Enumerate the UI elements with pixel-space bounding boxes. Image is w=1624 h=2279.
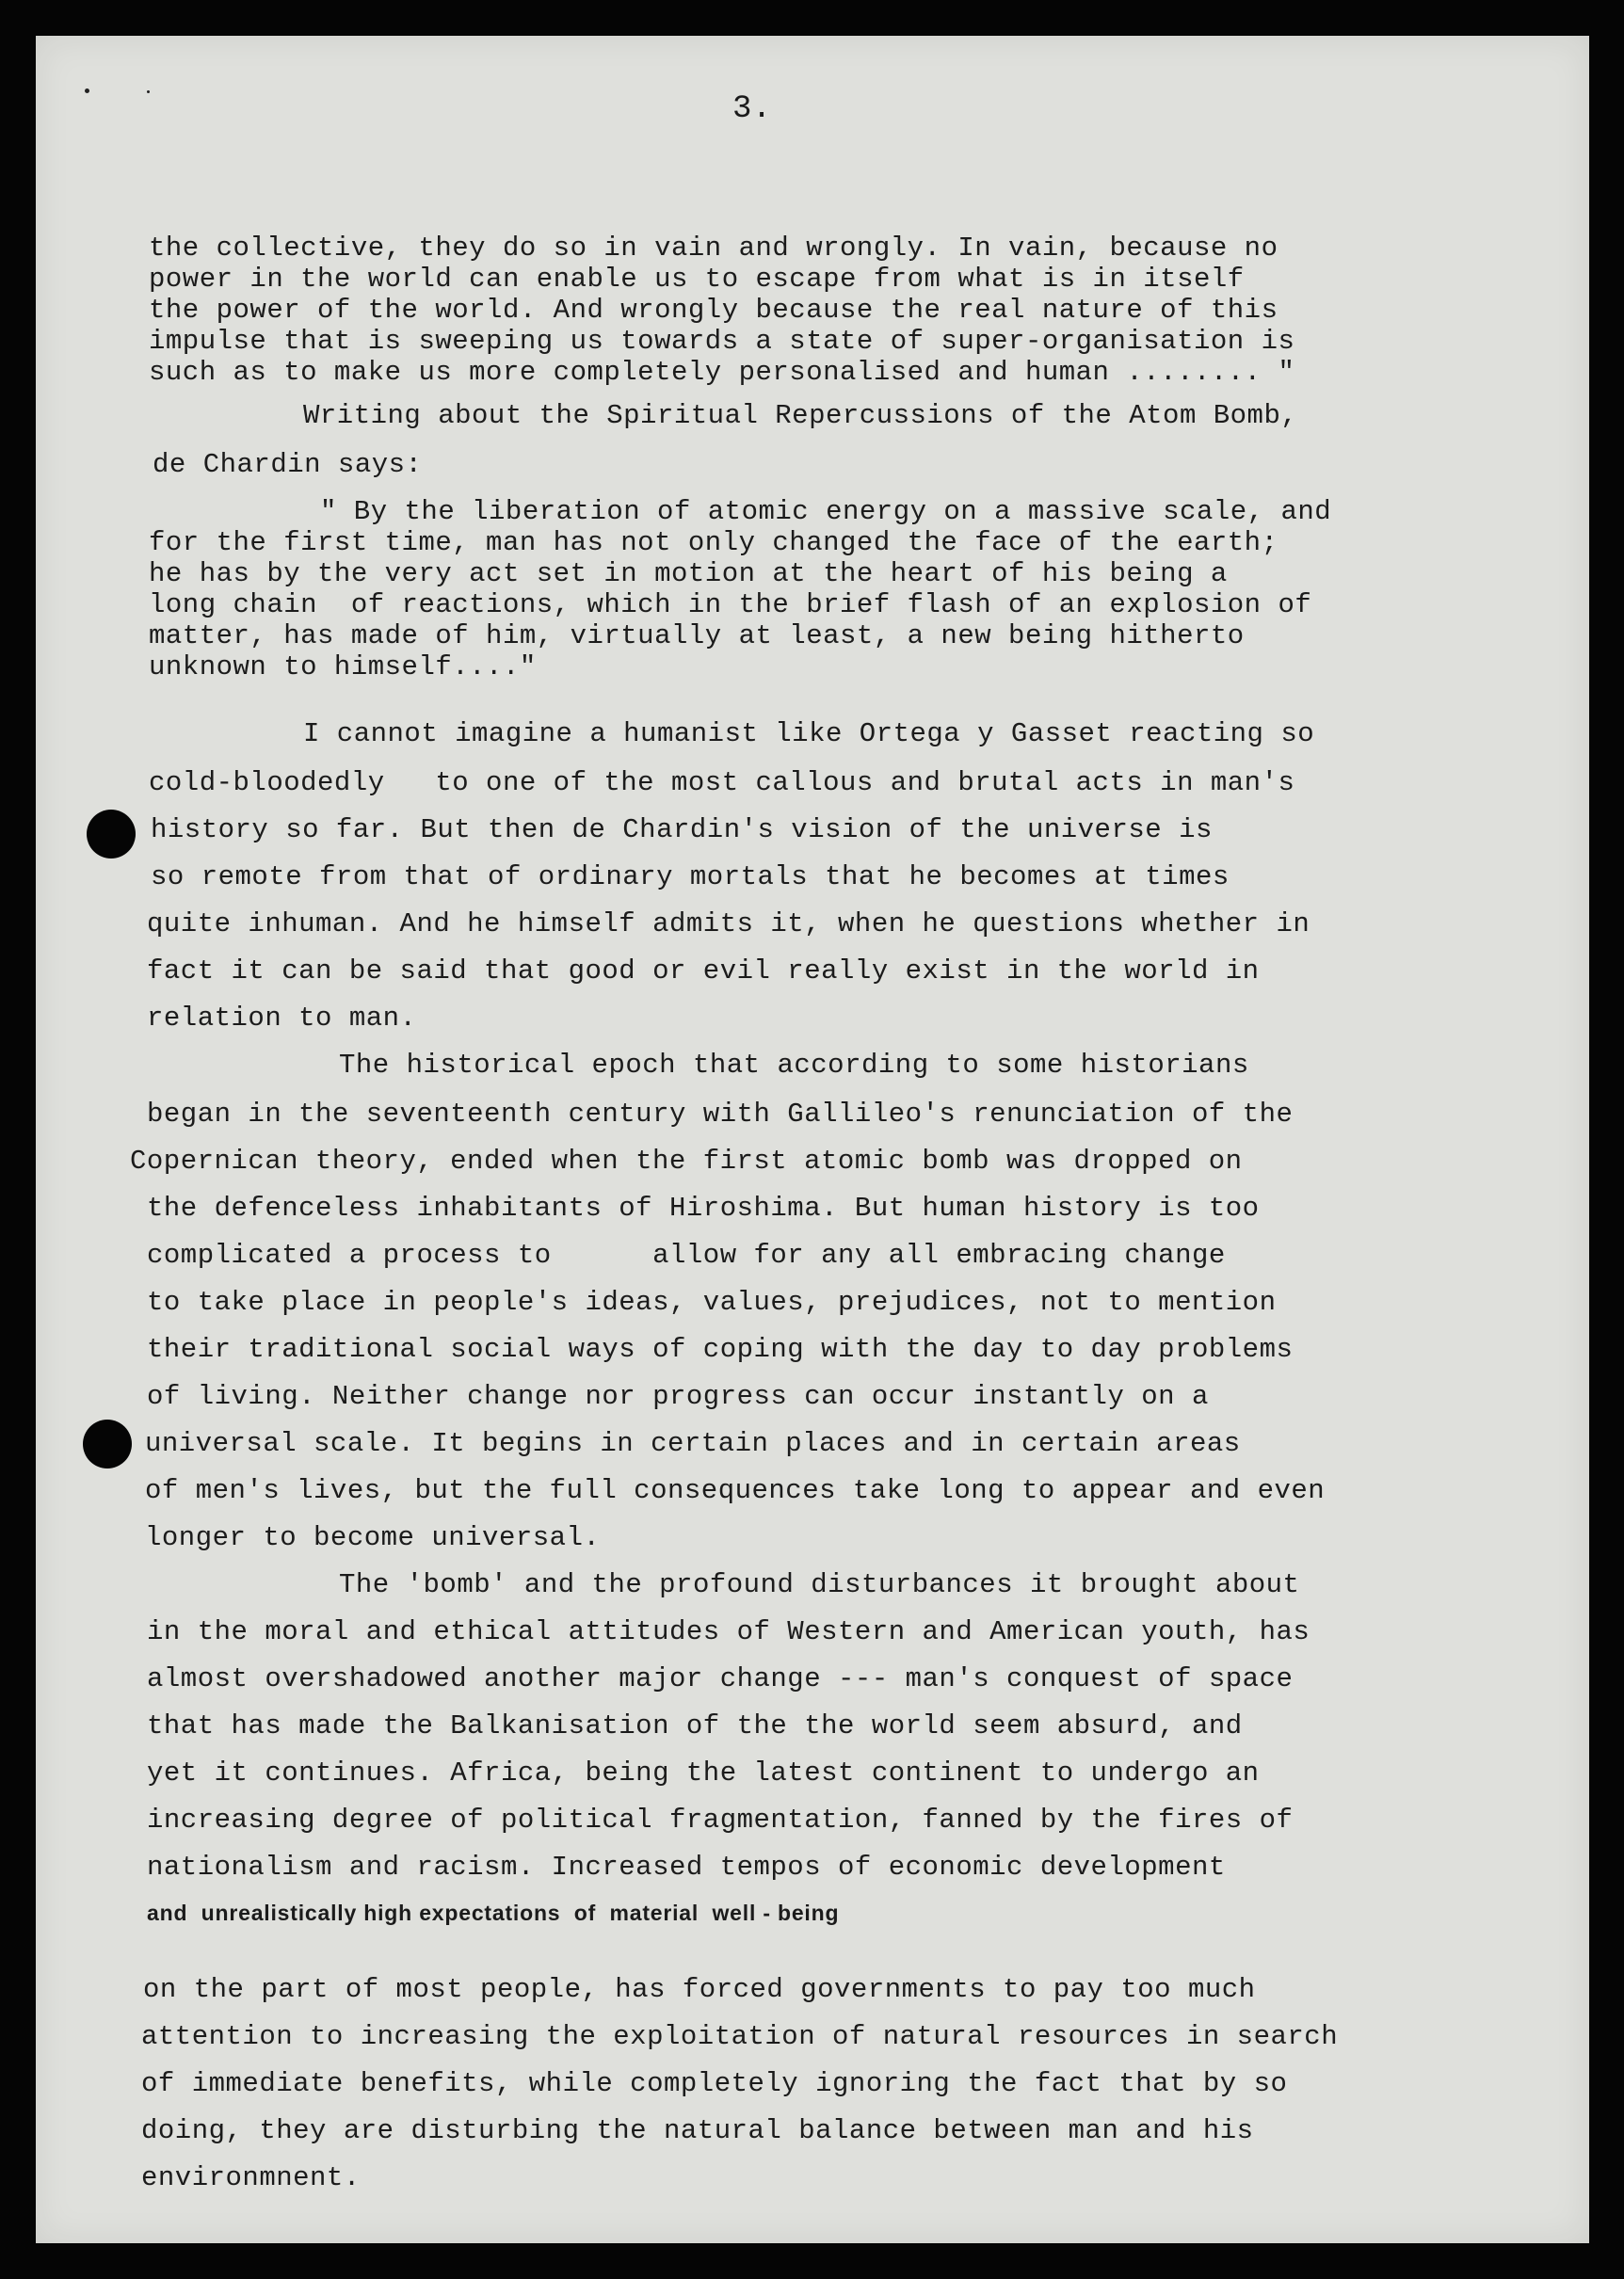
text-line: quite inhuman. And he himself admits it, when he questions whether in xyxy=(147,908,1310,939)
typewritten-page xyxy=(36,36,1589,2243)
text-line: so remote from that of ordinary mortals that he becomes at times xyxy=(151,861,1230,892)
text-line: relation to man. xyxy=(147,1003,417,1034)
text-line: to take place in people's ideas, values, prejudices, not to mention xyxy=(147,1287,1277,1318)
text-line: Writing about the Spiritual Repercussions of the Atom Bomb, xyxy=(303,400,1298,431)
text-line: on the part of most people, has forced governments to pay too much xyxy=(143,1974,1256,2005)
quote-line: unknown to himself...." xyxy=(149,651,537,682)
page-number: 3. xyxy=(732,91,772,127)
text-line: universal scale. It begins in certain places and in certain areas xyxy=(145,1428,1241,1459)
text-line: the collective, they do so in vain and wrongly. In vain, because no xyxy=(149,233,1278,264)
quote-line: long chain of reactions, which in the brief flash of an explosion of xyxy=(149,589,1312,620)
text-line: doing, they are disturbing the natural balance between man and his xyxy=(141,2115,1254,2146)
quote-line: he has by the very act set in motion at the heart of his being a xyxy=(149,558,1228,589)
text-line: increasing degree of political fragmentation, fanned by the fires of xyxy=(147,1805,1294,1836)
text-line: the power of the world. And wrongly because the real nature of this xyxy=(149,295,1278,326)
text-line: of living. Neither change nor progress can occur instantly on a xyxy=(147,1381,1209,1412)
text-line: the defenceless inhabitants of Hiroshima. But human history is too xyxy=(147,1193,1260,1224)
text-line: longer to become universal. xyxy=(145,1522,601,1553)
text-line: that has made the Balkanisation of the the world seem absurd, and xyxy=(147,1710,1243,1741)
text-line: attention to increasing the exploitation of natural resources in search xyxy=(141,2021,1339,2052)
text-line: complicated a process to allow for any all embracing change xyxy=(147,1240,1226,1271)
text-line: power in the world can enable us to escape from what is in itself xyxy=(149,264,1245,295)
text-line: such as to make us more completely personalised and human ........ " xyxy=(149,357,1295,388)
text-line: impulse that is sweeping us towards a state of super-organisation is xyxy=(149,326,1295,357)
text-line: of men's lives, but the full consequences take long to appear and even xyxy=(145,1475,1326,1506)
text-line: I cannot imagine a humanist like Ortega y Gasset reacting so xyxy=(303,718,1315,749)
text-line: nationalism and racism. Increased tempos of economic development xyxy=(147,1852,1226,1883)
inserted-line: and unrealistically high expectations of material well - being xyxy=(147,1901,840,1925)
text-line: in the moral and ethical attitudes of Western and American youth, has xyxy=(147,1616,1310,1647)
text-line: began in the seventeenth century with Gallileo's renunciation of the xyxy=(147,1099,1294,1130)
punch-hole-top xyxy=(87,810,136,859)
text-line: cold-bloodedly to one of the most callous and brutal acts in man's xyxy=(149,767,1295,798)
text-line: de Chardin says: xyxy=(153,449,423,480)
paper-speck xyxy=(85,88,89,93)
text-line: their traditional social ways of coping with the day to day problems xyxy=(147,1334,1294,1365)
text-line: yet it continues. Africa, being the latest continent to undergo an xyxy=(147,1757,1260,1789)
paper-speck xyxy=(147,90,150,93)
text-line: almost overshadowed another major change --- man's conquest of space xyxy=(147,1663,1294,1694)
quote-line: " By the liberation of atomic energy on a massive scale, and xyxy=(320,496,1332,527)
text-line: Copernican theory, ended when the first atomic bomb was dropped on xyxy=(130,1146,1243,1177)
punch-hole-bottom xyxy=(83,1420,132,1469)
text-line: history so far. But then de Chardin's vision of the universe is xyxy=(151,814,1213,845)
text-line: The 'bomb' and the profound disturbances it brought about xyxy=(339,1569,1300,1600)
text-line: fact it can be said that good or evil really exist in the world in xyxy=(147,955,1260,987)
text-line: The historical epoch that according to some historians xyxy=(339,1050,1249,1081)
quote-line: matter, has made of him, virtually at least, a new being hitherto xyxy=(149,620,1245,651)
text-line: environmnent. xyxy=(141,2162,361,2193)
text-line: of immediate benefits, while completely ignoring the fact that by so xyxy=(141,2068,1288,2099)
quote-line: for the first time, man has not only changed the face of the earth; xyxy=(149,527,1278,558)
